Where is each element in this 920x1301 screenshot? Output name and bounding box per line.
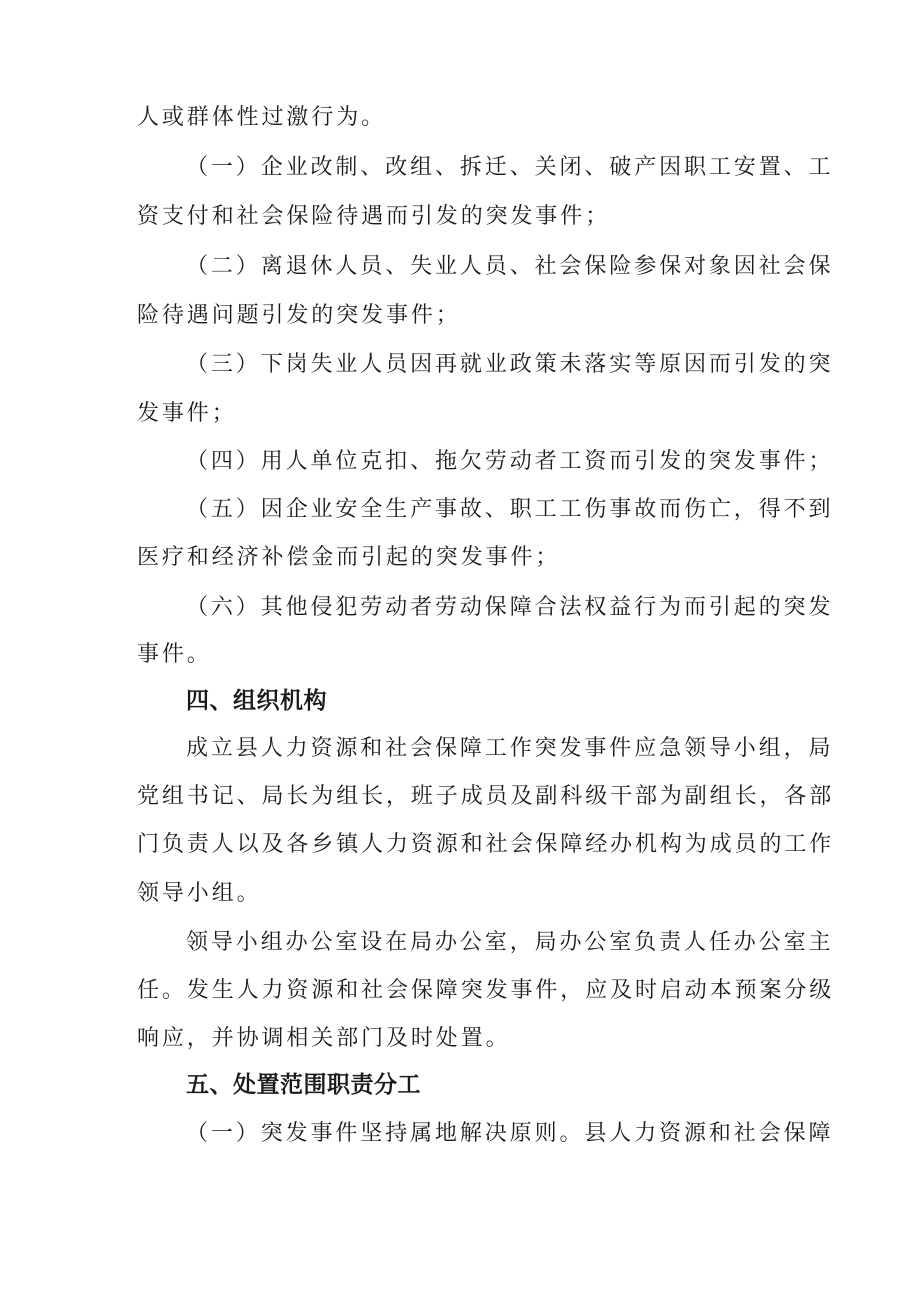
paragraph-office-line-1: 领导小组办公室设在局办公室，局办公室负责人任办公室主 [186, 930, 834, 955]
paragraph-office-line-3: 响应，并协调相关部门及时处置。 [137, 1026, 511, 1051]
list-item-2-line-2: 险待遇问题引发的突发事件； [137, 303, 461, 328]
section-heading-4: 四、组织机构 [186, 688, 327, 714]
paragraph-org-line-4: 领导小组。 [137, 881, 262, 906]
list-item-5-line-2: 医疗和经济补偿金而引起的突发事件； [137, 545, 561, 570]
list-item-4-line-1: （四）用人单位克扣、拖欠劳动者工资而引发的突发事件； [186, 449, 834, 474]
paragraph-office-line-2: 任。发生人力资源和社会保障突发事件，应及时启动本预案分级 [137, 978, 835, 1003]
list-item-1-line-2: 资支付和社会保险待遇而引发的突发事件； [137, 204, 611, 229]
list-item-6-line-1: （六）其他侵犯劳动者劳动保障合法权益行为而引起的突发 [186, 595, 834, 620]
list-item-1-line-1: （一）企业改制、改组、拆迁、关闭、破产因职工安置、工 [186, 155, 834, 180]
paragraph-org-line-1: 成立县人力资源和社会保障工作突发事件应急领导小组，局 [186, 736, 834, 761]
section-heading-5: 五、处置范围职责分工 [186, 1072, 421, 1098]
paragraph-org-line-3: 门负责人以及各乡镇人力资源和社会保障经办机构为成员的工作 [137, 832, 835, 857]
list-item-5-line-1: （五）因企业安全生产事故、职工工伤事故而伤亡，得不到 [186, 497, 834, 522]
list-item-3-line-2: 发事件； [137, 401, 237, 426]
list-item-6-line-2: 事件。 [137, 642, 212, 667]
paragraph-org-line-2: 党组书记、局长为组长，班子成员及副科级干部为副组长，各部 [137, 784, 835, 809]
list-item-s5-1-line-1: （一）突发事件坚持属地解决原则。县人力资源和社会保障 [186, 1121, 834, 1146]
text-line: 人或群体性过激行为。 [137, 105, 387, 130]
list-item-3-line-1: （三）下岗失业人员因再就业政策未落实等原因而引发的突 [186, 352, 834, 377]
list-item-2-line-1: （二）离退休人员、失业人员、社会保险参保对象因社会保 [186, 254, 834, 279]
